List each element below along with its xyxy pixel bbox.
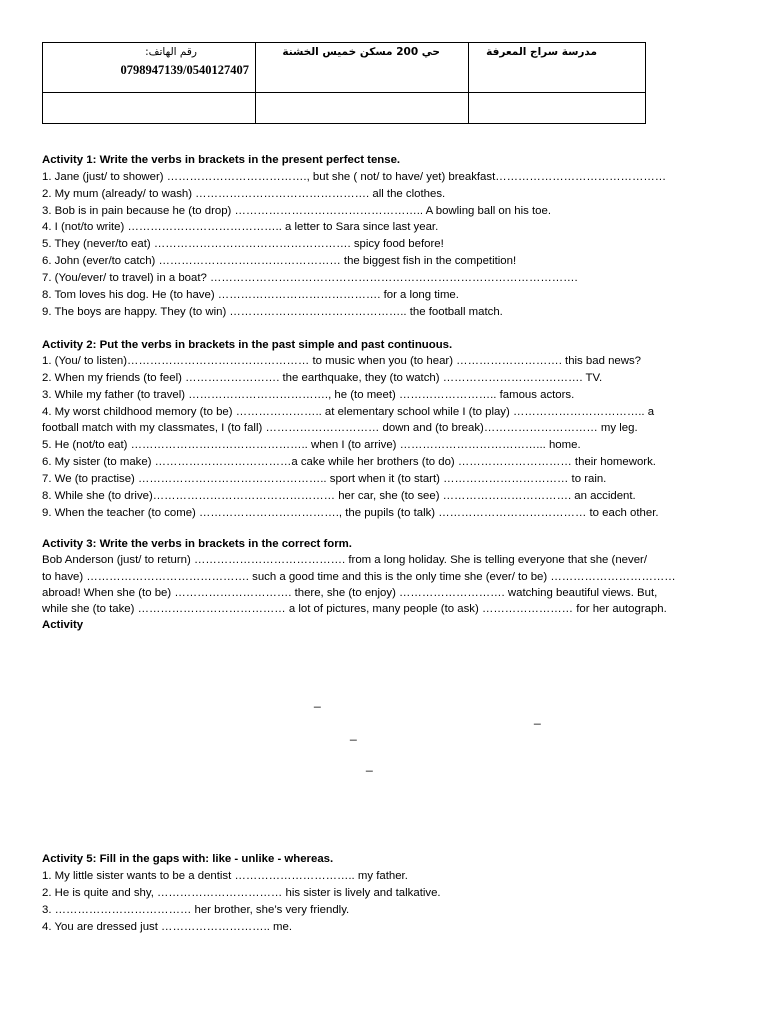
activity1-item: 9. The boys are happy. They (to win) ……………………………………….. the football match. [42, 306, 503, 318]
activity2-item: 1. (You/ to listen)………………………………………… to music when you (to hear) ………………………. this bad news? [42, 355, 642, 367]
phone-numbers: 0798947139/0540127407 [120, 63, 249, 77]
empty-cell-1 [43, 93, 256, 124]
activity2-item: 9. When the teacher (to come) ………………………………., the pupils (to talk) ………………………………… to each other. [42, 507, 659, 519]
activity5-item: 4. You are dressed just ……………………….. me. [42, 921, 293, 933]
activity1-item: 8. Tom loves his dog. He (to have) ……………………………………. for a long time. [42, 289, 459, 301]
activity3-line: to have) ……………………………………. such a good time and this is the only time she (ever/ to be) …………………………… [42, 571, 676, 583]
gap-dash: _ [366, 758, 373, 772]
activity2-item: 6. My sister (to make) ………………………………a cake while her brothers (to do) ………………………… their homework. [42, 456, 656, 468]
activity5-item: 2. He is quite and shy, …………………………… his sister is lively and talkative. [42, 887, 441, 899]
activity1-item: 1. Jane (just/ to shower) ………………………………., but she ( not/ to have/ yet) breakfast……………………………………… [42, 171, 667, 183]
school-name: مدرسة سراج المعرفة [486, 46, 597, 58]
phone-cell [43, 43, 256, 93]
school-cell [469, 43, 646, 93]
activity1-item: 5. They (never/to eat) ……………………………………………. spicy food before! [42, 238, 444, 250]
activity4-title: Activity [42, 619, 84, 631]
gap-dash: _ [350, 727, 357, 741]
activity2-item: 2. When my friends (to feel) ……………………. the earthquake, they (to watch) ………………………………. TV. [42, 372, 603, 384]
activity1-item: 7. (You/ever/ to travel) in a boat? ……………………………………………………………………………………. [42, 272, 578, 284]
activity2-item: 4. My worst childhood memory (to be) ………………….. at elementary school while I (to play) …………………………….. a [42, 406, 655, 418]
empty-cell-2 [256, 93, 469, 124]
address-cell [256, 43, 469, 93]
empty-cell-3 [469, 93, 646, 124]
activity1-item: 4. I (not/to write) ………………………………….. a letter to Sara since last year. [42, 221, 439, 233]
activity5-item: 1. My little sister wants to be a dentist ………………………….. my father. [42, 870, 408, 882]
activity2-title: Activity 2: Put the verbs in brackets in the past simple and past continuous. [42, 339, 453, 351]
gap-dash: _ [314, 694, 321, 708]
header-table [42, 42, 646, 124]
activity3-line: Bob Anderson (just/ to return) …………………………………. from a long holiday. She is telling everyone that she (never/ [42, 554, 648, 566]
activity1-item: 3. Bob is in pain because he (to drop) ………………………………………….. A bowling ball on his toe. [42, 205, 551, 217]
activity2-item: 8. While she (to drive)………………………………………… her car, she (to see) ……………………………. an accident. [42, 490, 636, 502]
activity2-item: 5. He (not/to eat) ……………………………………….. when I (to arrive) ………………………………... home. [42, 439, 581, 451]
phone-label: رقم الهاتف: [145, 46, 197, 58]
activity1-title: Activity 1: Write the verbs in brackets in the present perfect tense. [42, 154, 401, 166]
activity2-item: football match with my classmates, I (to fall) ………………………… down and (to break)………………………… my leg. [42, 422, 638, 434]
activity1-item: 6. John (ever/to catch) ………………………………………… the biggest fish in the competition! [42, 255, 517, 267]
activity2-item: 7. We (to practise) ………………………………………….. sport when it (to start) …………………………… to rain. [42, 473, 607, 485]
address-text: حي 200 مسكن خميس الخشنة [282, 46, 440, 58]
activity3-line: while she (to take) ………………………………… a lot of pictures, many people (to ask) …………………… for her autograph. [42, 603, 667, 615]
gap-dash: _ [534, 711, 541, 725]
activity2-item: 3. While my father (to travel) ………………………………., he (to meet) …………………….. famous actors. [42, 389, 575, 401]
activity3-line: abroad! When she (to be) …………………………. there, she (to enjoy) ………………………. watching beautiful views. But, [42, 587, 658, 599]
activity1-item: 2. My mum (already/ to wash) ………………………………………. all the clothes. [42, 188, 446, 200]
activity5-item: 3. ……………………………… her brother, she’s very friendly. [42, 904, 350, 916]
activity3-title: Activity 3: Write the verbs in brackets in the correct form. [42, 538, 352, 550]
activity5-title: Activity 5: Fill in the gaps with: like - unlike - whereas. [42, 853, 334, 865]
